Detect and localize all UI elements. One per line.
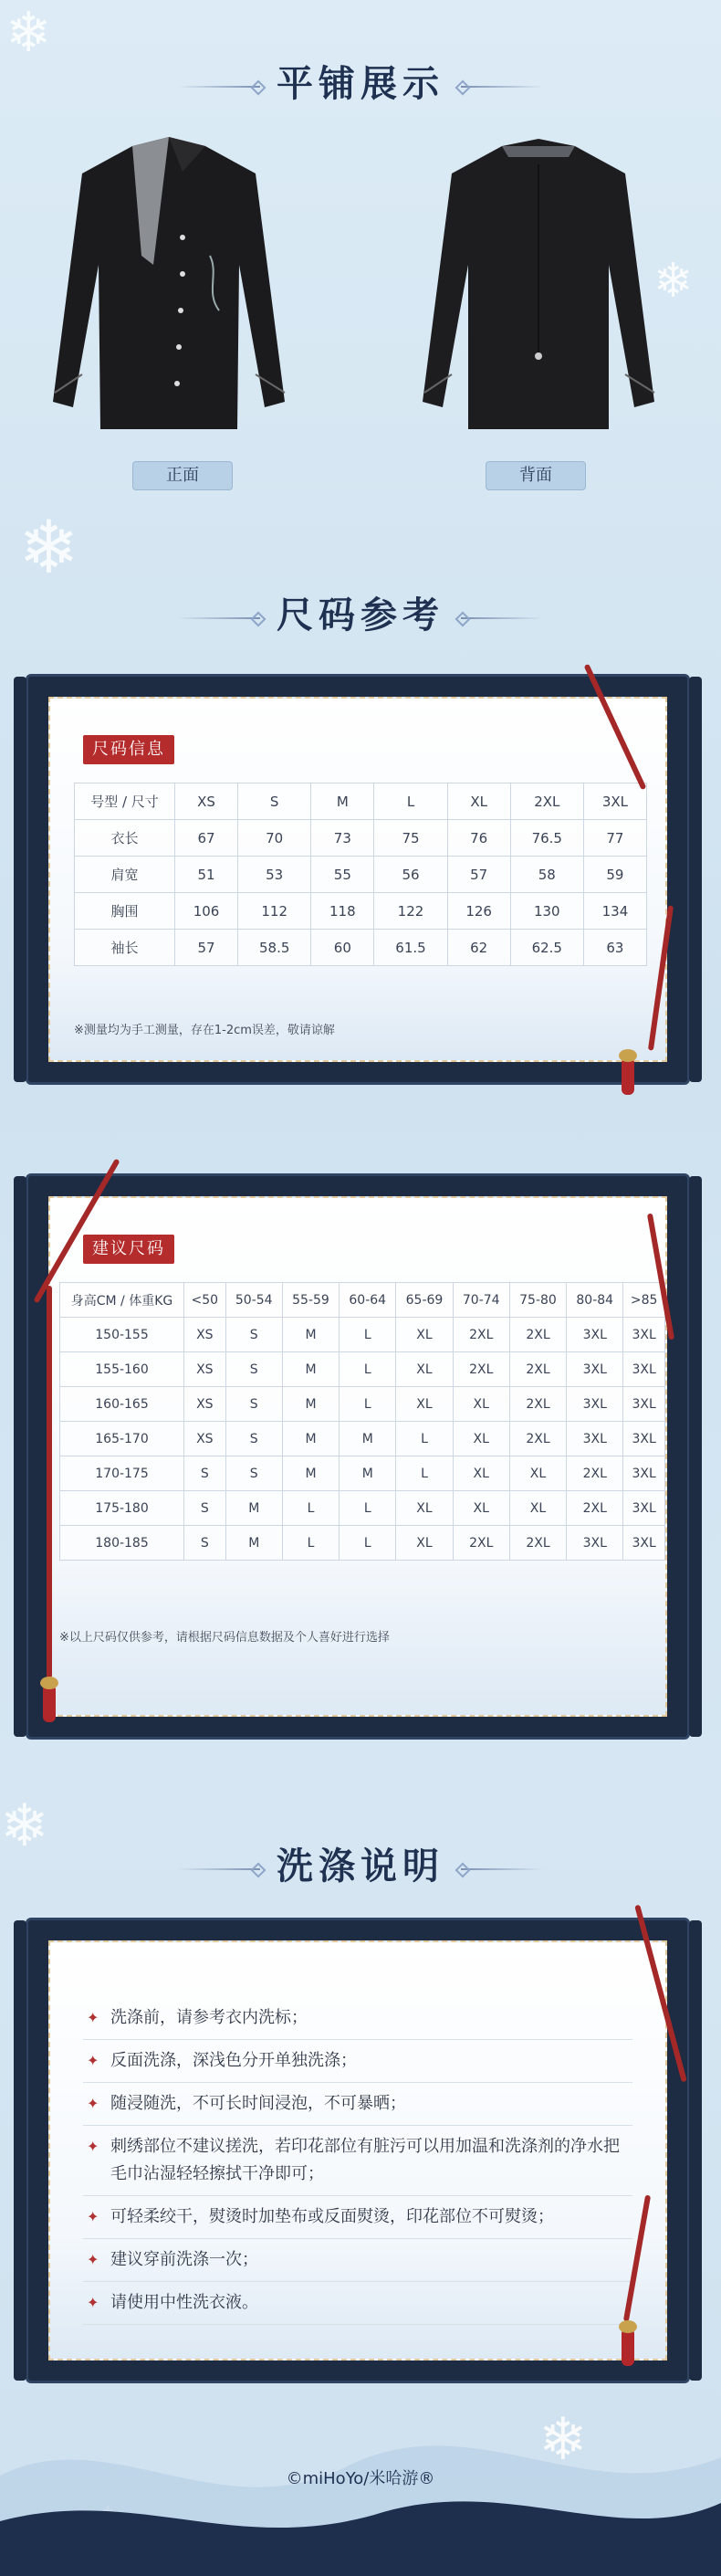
table-cell: 77	[583, 820, 646, 857]
table-row	[75, 820, 647, 857]
table-cell: S	[184, 1456, 226, 1491]
table-cell: 胸围	[75, 893, 175, 930]
table-cell: XL	[396, 1318, 453, 1352]
table-cell: M	[282, 1456, 339, 1491]
table-cell: 62.5	[510, 930, 583, 966]
size-info-note: ※测量均为手工测量，存在1-2cm误差，敬请谅解	[74, 1024, 335, 1037]
table-cell: 3XL	[567, 1422, 623, 1456]
list-item: ✦ 刺绣部位不建议搓洗，若印花部位有脏污可以用加温和洗涤剂的净水把毛巾沾湿轻轻擦拭干净即可；	[83, 2126, 632, 2196]
list-item: ✦ 随浸随洗，不可长时间浸泡，不可暴晒；	[83, 2083, 632, 2126]
table-cell: L	[396, 1422, 453, 1456]
table-row	[60, 1387, 665, 1422]
header-cell: 65-69	[396, 1283, 453, 1318]
wash-list	[83, 1997, 632, 2325]
list-item: ✦ 建议穿前洗涤一次；	[83, 2239, 632, 2282]
table-cell: L	[340, 1526, 396, 1561]
list-item: ✦ 可轻柔绞干，熨烫时加垫布或反面熨烫，印花部位不可熨烫；	[83, 2196, 632, 2239]
table-cell: M	[340, 1422, 396, 1456]
table-cell: 2XL	[567, 1456, 623, 1491]
red-tassel	[43, 1688, 56, 1722]
header-cell: M	[311, 783, 374, 820]
table-row	[75, 857, 647, 893]
size-info-panel	[26, 674, 690, 1085]
section-title-text: 洗涤说明	[277, 1845, 444, 1887]
recommend-size-panel	[26, 1173, 690, 1740]
table-cell: 2XL	[509, 1526, 566, 1561]
table-cell: 61.5	[374, 930, 447, 966]
table-cell: 130	[510, 893, 583, 930]
table-cell: 160-165	[60, 1387, 184, 1422]
size-info-tag: 尺码信息	[83, 735, 174, 764]
table-cell: XL	[396, 1387, 453, 1422]
table-cell: 63	[583, 930, 646, 966]
section-title-text: 平铺展示	[277, 62, 444, 105]
table-cell: XS	[184, 1318, 226, 1352]
size-info-table	[74, 783, 647, 966]
table-cell: M	[225, 1526, 282, 1561]
table-cell: 75	[374, 820, 447, 857]
table-cell: XL	[453, 1491, 509, 1526]
table-cell: 150-155	[60, 1318, 184, 1352]
table-cell: XL	[509, 1456, 566, 1491]
section-title-size-reference	[0, 586, 721, 638]
red-cord	[47, 1286, 52, 1678]
table-cell: 55	[311, 857, 374, 893]
table-cell: S	[184, 1491, 226, 1526]
table-cell: 2XL	[567, 1491, 623, 1526]
table-cell: 76.5	[510, 820, 583, 857]
table-cell: 51	[175, 857, 238, 893]
red-tassel	[622, 2331, 634, 2366]
table-cell: 2XL	[509, 1387, 566, 1422]
table-cell: M	[282, 1318, 339, 1352]
table-row	[60, 1491, 665, 1526]
table-cell: M	[282, 1352, 339, 1387]
table-cell: 3XL	[623, 1456, 665, 1491]
shirt-front-image	[46, 128, 292, 457]
table-cell: 112	[238, 893, 311, 930]
table-row	[60, 1526, 665, 1561]
table-cell: 2XL	[453, 1526, 509, 1561]
table-cell: 3XL	[623, 1422, 665, 1456]
size-info-paper	[48, 697, 667, 1062]
list-item: ✦ 洗涤前，请参考衣内洗标；	[83, 1997, 632, 2040]
table-cell: S	[225, 1422, 282, 1456]
table-cell: 3XL	[623, 1387, 665, 1422]
table-cell: XL	[453, 1422, 509, 1456]
table-row	[60, 1318, 665, 1352]
header-cell: 60-64	[340, 1283, 396, 1318]
recommend-size-table	[59, 1282, 665, 1561]
section-title-flat-display	[0, 55, 721, 107]
table-cell: 3XL	[567, 1526, 623, 1561]
table-cell: S	[225, 1318, 282, 1352]
table-cell: 60	[311, 930, 374, 966]
table-cell: S	[225, 1352, 282, 1387]
header-cell: 2XL	[510, 783, 583, 820]
table-cell: M	[282, 1422, 339, 1456]
table-cell: XL	[396, 1526, 453, 1561]
wash-paper	[48, 1940, 667, 2360]
list-item: ✦ 反面洗涤，深浅色分开单独洗涤；	[83, 2040, 632, 2083]
front-label: 正面	[132, 461, 233, 490]
header-cell: 3XL	[583, 783, 646, 820]
table-cell: 165-170	[60, 1422, 184, 1456]
table-cell: 126	[447, 893, 510, 930]
table-cell: 67	[175, 820, 238, 857]
table-cell: 122	[374, 893, 447, 930]
recommend-size-tag: 建议尺码	[83, 1235, 174, 1264]
table-cell: L	[340, 1491, 396, 1526]
header-cell: L	[374, 783, 447, 820]
table-cell: 170-175	[60, 1456, 184, 1491]
table-cell: XL	[396, 1352, 453, 1387]
header-cell: XS	[175, 783, 238, 820]
back-label: 背面	[486, 461, 586, 490]
header-cell: 身高CM / 体重KG	[60, 1283, 184, 1318]
table-cell: 53	[238, 857, 311, 893]
snowflake-icon: ❄	[18, 505, 80, 590]
header-cell: XL	[447, 783, 510, 820]
table-row	[75, 930, 647, 966]
table-cell: XS	[184, 1352, 226, 1387]
section-title-wash	[0, 1837, 721, 1889]
table-cell: 134	[583, 893, 646, 930]
recommend-size-note: ※以上尺码仅供参考，请根据尺码信息数据及个人喜好进行选择	[59, 1631, 390, 1645]
table-cell: 59	[583, 857, 646, 893]
table-cell: 肩宽	[75, 857, 175, 893]
table-cell: 57	[447, 857, 510, 893]
table-cell: 58.5	[238, 930, 311, 966]
snowflake-icon: ❄	[5, 1, 52, 65]
table-cell: L	[340, 1387, 396, 1422]
table-cell: L	[282, 1491, 339, 1526]
table-cell: 2XL	[509, 1352, 566, 1387]
table-cell: L	[340, 1352, 396, 1387]
table-cell: 62	[447, 930, 510, 966]
table-cell: L	[396, 1456, 453, 1491]
header-cell: 80-84	[567, 1283, 623, 1318]
table-cell: 3XL	[623, 1526, 665, 1561]
table-cell: S	[225, 1387, 282, 1422]
table-cell: 3XL	[567, 1318, 623, 1352]
table-row	[75, 893, 647, 930]
table-cell: 3XL	[567, 1352, 623, 1387]
recommend-size-paper	[48, 1196, 667, 1717]
table-cell: 180-185	[60, 1526, 184, 1561]
table-cell: 2XL	[453, 1318, 509, 1352]
table-cell: M	[282, 1387, 339, 1422]
table-cell: 袖长	[75, 930, 175, 966]
red-tassel	[622, 1060, 634, 1095]
table-cell: 3XL	[623, 1318, 665, 1352]
header-cell: 55-59	[282, 1283, 339, 1318]
header-cell: 50-54	[225, 1283, 282, 1318]
table-cell: 3XL	[623, 1491, 665, 1526]
table-cell: XL	[453, 1456, 509, 1491]
table-cell: 3XL	[567, 1387, 623, 1422]
snowflake-icon: ❄	[653, 254, 694, 309]
table-cell: M	[225, 1491, 282, 1526]
header-cell: S	[238, 783, 311, 820]
table-row	[60, 1352, 665, 1387]
copyright: ©miHoYo/米哈游®	[286, 2469, 435, 2488]
header-cell: 号型 / 尺寸	[75, 783, 175, 820]
header-cell: 75-80	[509, 1283, 566, 1318]
table-header-row	[60, 1283, 665, 1318]
table-cell: 3XL	[623, 1352, 665, 1387]
table-cell: L	[282, 1526, 339, 1561]
list-item: ✦ 请使用中性洗衣液。	[83, 2282, 632, 2325]
table-cell: XS	[184, 1387, 226, 1422]
section-title-text: 尺码参考	[277, 594, 444, 636]
table-cell: 2XL	[509, 1318, 566, 1352]
table-cell: 73	[311, 820, 374, 857]
table-cell: XL	[509, 1491, 566, 1526]
table-cell: S	[184, 1526, 226, 1561]
header-cell: 70-74	[453, 1283, 509, 1318]
table-cell: 2XL	[453, 1352, 509, 1387]
wave-decoration	[0, 2403, 721, 2576]
table-cell: 57	[175, 930, 238, 966]
table-cell: 56	[374, 857, 447, 893]
table-cell: S	[225, 1456, 282, 1491]
table-cell: 106	[175, 893, 238, 930]
header-cell: <50	[184, 1283, 226, 1318]
table-header-row	[75, 783, 647, 820]
table-cell: 70	[238, 820, 311, 857]
snowflake-icon: ❄	[538, 2406, 588, 2474]
table-cell: M	[340, 1456, 396, 1491]
table-row	[60, 1456, 665, 1491]
table-cell: L	[340, 1318, 396, 1352]
table-cell: XL	[453, 1387, 509, 1422]
shirt-back-image	[415, 128, 662, 457]
table-cell: 118	[311, 893, 374, 930]
table-cell: XL	[396, 1491, 453, 1526]
table-cell: 2XL	[509, 1422, 566, 1456]
header-cell: >85	[623, 1283, 665, 1318]
table-cell: 175-180	[60, 1491, 184, 1526]
wash-panel	[26, 1918, 690, 2383]
snowflake-icon: ❄	[0, 1793, 49, 1860]
table-cell: XS	[184, 1422, 226, 1456]
table-cell: 58	[510, 857, 583, 893]
table-row	[60, 1422, 665, 1456]
table-cell: 155-160	[60, 1352, 184, 1387]
table-cell: 衣长	[75, 820, 175, 857]
table-cell: 76	[447, 820, 510, 857]
